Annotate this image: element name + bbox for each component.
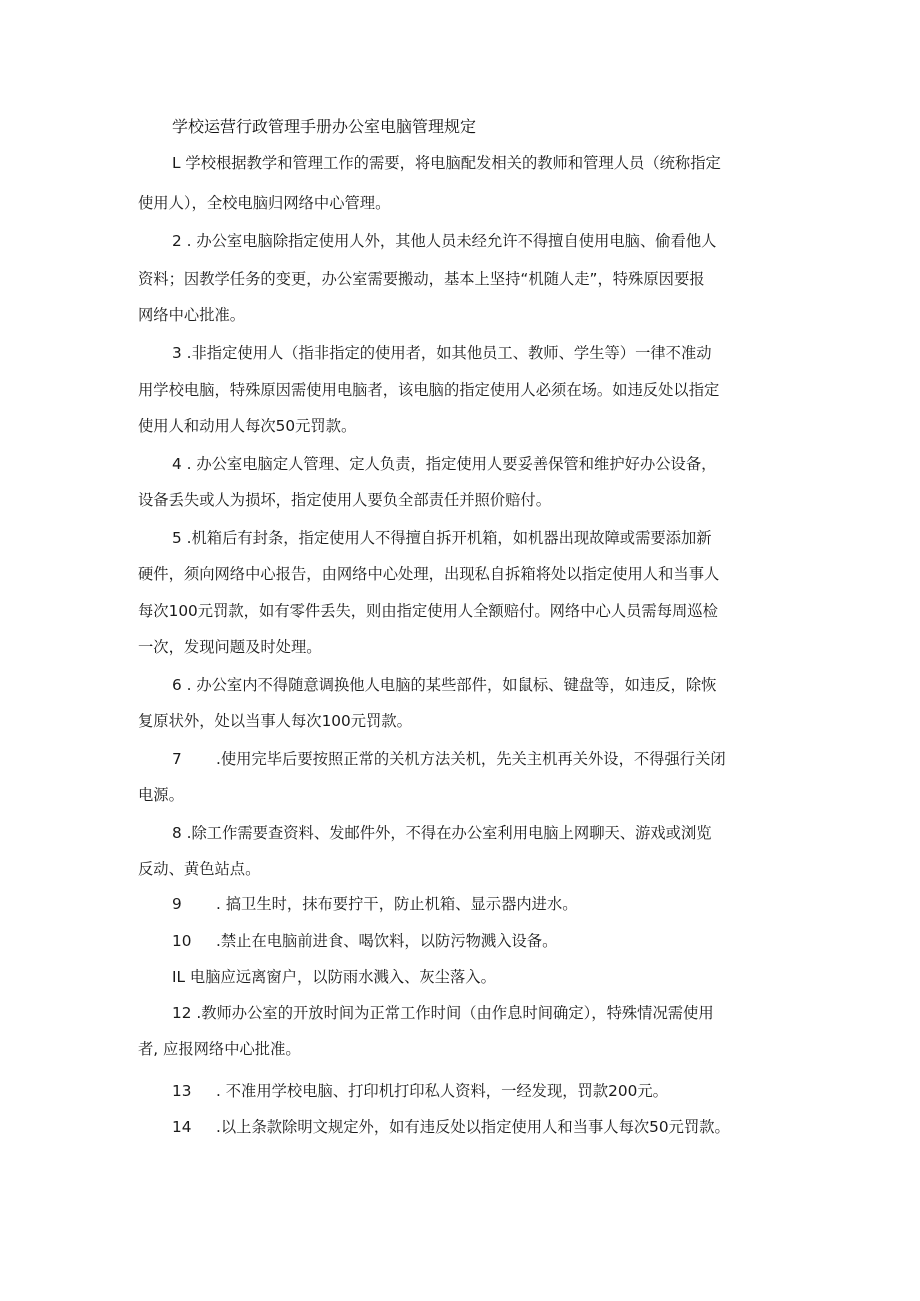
item-text: . 办公室电脑定人管理、定人负责，指定使用人要妥善保管和维护好办公设备， [186,455,717,473]
item-3-line-3 [138,413,356,439]
item-text: . 不准用学校电脑、打印机打印私人资料，一经发现，罚款200元。 [216,1082,668,1100]
item-2-line-3 [138,302,245,328]
item-text: 网络中心批准。 [138,306,246,324]
item-4-line-2 [138,487,551,513]
item-text: 者, 应报网络中心批准。 [138,1040,301,1058]
item-number: 5 [172,529,182,547]
item-text: .非指定使用人（指非指定的使用者，如其他员工、教师、学生等）一律不准动 [186,344,712,362]
item-3-line-1 [172,340,712,366]
item-text: 资料；因教学任务的变更，办公室需要搬动，基本上坚持“机随人走”，特殊原因要报 [138,270,705,288]
item-number: 12 [172,1004,192,1022]
item-text: .机箱后有封条，指定使用人不得擅自拆开机箱，如机器出现故障或需要添加新 [186,529,712,547]
item-text: . 搞卫生时，抹布要拧干，防止机箱、显示器内进水。 [216,895,578,913]
item-9-line-1 [172,891,578,917]
item-text: .教师办公室的开放时间为正常工作时间（由作息时间确定），特殊情况需使用 [196,1004,714,1022]
item-number: 4 [172,455,182,473]
item-text: 硬件，须向网络中心报告，由网络中心处理，出现私自拆箱将处以指定使用人和当事人 [138,565,720,583]
item-text: 反动、黄色站点。 [138,860,261,878]
item-number: 10 [172,932,192,950]
item-text: 使用人和动用人每次50元罚款。 [138,417,357,435]
item-text: .以上条款除明文规定外，如有违反处以指定使用人和当事人每次50元罚款。 [216,1118,730,1136]
item-10-line-1 [172,928,557,954]
item-number: 7 [172,750,182,768]
item-1-line-1 [172,150,721,176]
item-5-line-2 [138,561,719,587]
item-text: 学校根据教学和管理工作的需要，将电脑配发相关的教师和管理人员（统称指定 [185,154,721,172]
item-text: .禁止在电脑前进食、喝饮料，以防污物溅入设备。 [216,932,558,950]
item-text: 每次100元罚款，如有零件丢失，则由指定使用人全额赔付。网络中心人员需每周巡检 [138,602,718,620]
item-text: 一次，发现问题及时处理。 [138,638,322,656]
item-text: 复原状外，处以当事人每次100元罚款。 [138,712,412,730]
item-12-line-2 [138,1036,301,1062]
item-number: 9 [172,895,182,913]
item-text: 使用人），全校电脑归网络中心管理。 [138,194,391,212]
item-number: 14 [172,1118,192,1136]
item-7-line-2 [138,782,184,808]
item-4-line-1 [172,451,716,477]
item-3-line-2 [138,377,719,403]
item-7-line-1 [172,746,726,772]
item-number: IL [172,968,186,986]
item-number: 3 [172,344,182,362]
item-12-line-1 [172,1000,714,1026]
item-5-line-4 [138,634,322,660]
item-14-line-1 [172,1114,730,1140]
item-11-line-1 [172,964,496,990]
item-2-line-2 [138,266,705,292]
item-13-line-1 [172,1078,668,1104]
item-6-line-2 [138,708,412,734]
item-text: . 办公室电脑除指定使用人外，其他人员未经允许不得擅自使用电脑、偷看他人 [186,232,717,250]
item-number: 6 [172,676,182,694]
item-2-line-1 [172,228,716,254]
item-text: .除工作需要查资料、发邮件外，不得在办公室利用电脑上网聊天、游戏或浏览 [186,824,712,842]
item-text: 电源。 [138,786,184,804]
item-number: 8 [172,824,182,842]
item-text: .使用完毕后要按照正常的关机方法关机，先关主机再关外设，不得强行关闭 [216,750,726,768]
item-8-line-1 [172,820,712,846]
item-6-line-1 [172,672,716,698]
item-text: 设备丢失或人为损坏，指定使用人要负全部责任并照价赔付。 [138,491,552,509]
item-number: 13 [172,1082,192,1100]
item-text: . 办公室内不得随意调换他人电脑的某些部件，如鼠标、键盘等，如违反，除恢 [186,676,717,694]
item-text: 电脑应远离窗户，以防雨水溅入、灰尘落入。 [189,968,496,986]
item-8-line-2 [138,856,260,882]
item-text: 用学校电脑，特殊原因需使用电脑者，该电脑的指定使用人必须在场。如违反处以指定 [138,381,720,399]
item-5-line-3 [138,598,718,624]
item-number: L [172,154,181,172]
item-5-line-1 [172,525,712,551]
item-number: 2 [172,232,182,250]
item-1-line-2 [138,190,390,216]
document-title: 学校运营行政管理手册办公室电脑管理规定 [172,117,477,136]
